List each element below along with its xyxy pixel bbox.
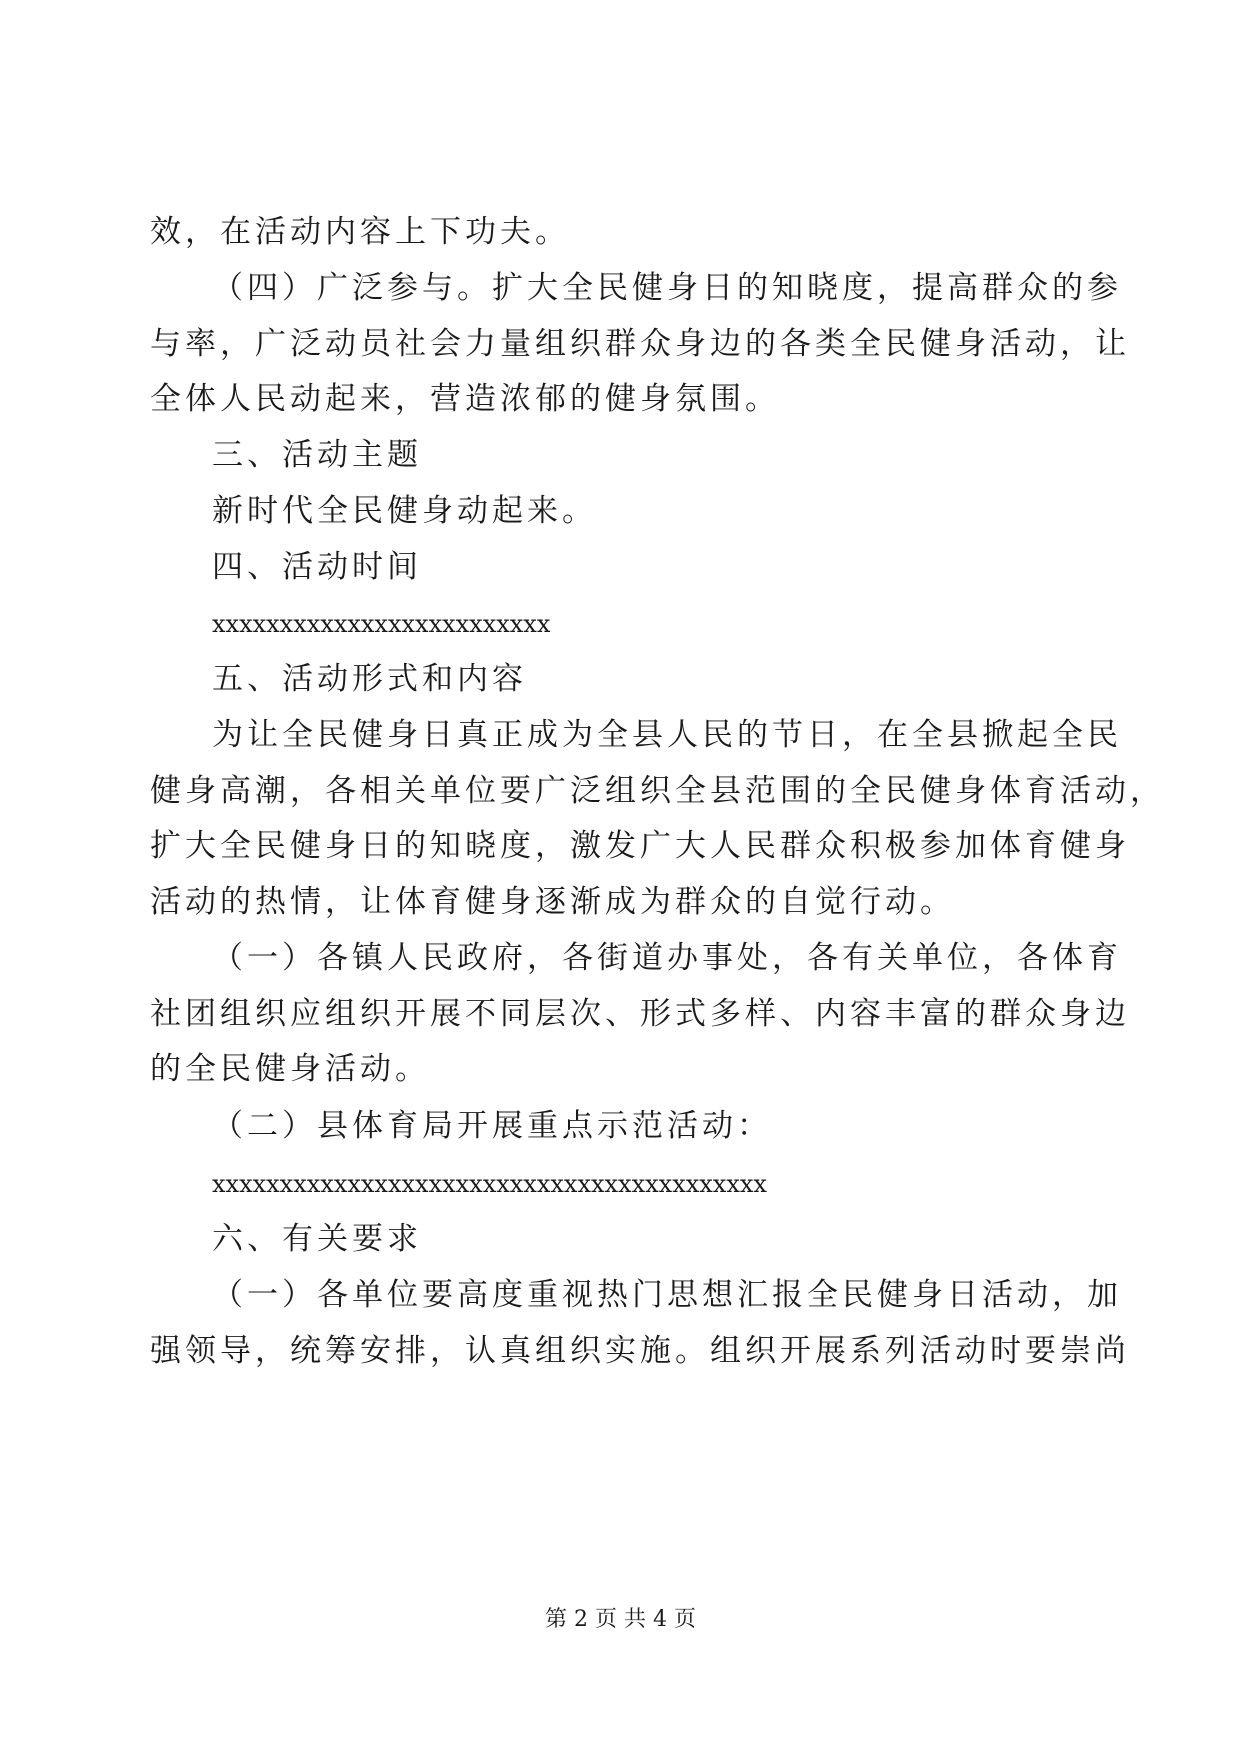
body-line-4: 全体人民动起来，营造浓郁的健身氛围。 (150, 381, 780, 417)
body-line-3: 与率，广泛动员社会力量组织群众身边的各类全民健身活动，让 (150, 326, 1130, 362)
page-footer: 第 2 页 共 4 页 (545, 1607, 696, 1632)
body-line-16: 的全民健身活动。 (150, 1051, 430, 1087)
body-line-1: 效，在活动内容上下功夫。 (150, 214, 570, 250)
body-line-10: 为让全民健身日真正成为全县人民的节日，在全县掀起全民 (212, 717, 1122, 753)
body-line-14: （一）各镇人民政府，各街道办事处，各有关单位，各体育 (212, 940, 1122, 976)
section-heading-4: 四、活动时间 (212, 549, 422, 585)
body-line-2: （四）广泛参与。扩大全民健身日的知晓度，提高群众的参 (212, 270, 1122, 306)
section-heading-3: 三、活动主题 (212, 437, 422, 473)
body-line-20: （一）各单位要高度重视热门思想汇报全民健身日活动，加 (212, 1277, 1122, 1313)
body-line-13: 活动的热情，让体育健身逐渐成为群众的自觉行动。 (150, 884, 955, 920)
body-line-12: 扩大全民健身日的知晓度，激发广大人民群众积极参加体育健身 (150, 828, 1130, 864)
section-heading-5: 五、活动形式和内容 (212, 661, 527, 697)
placeholder-line-time: xxxxxxxxxxxxxxxxxxxxxxxxx (212, 610, 551, 638)
body-line-17: （二）县体育局开展重点示范活动： (212, 1108, 772, 1144)
body-line-15: 社团组织应组织开展不同层次、形式多样、内容丰富的群众身边 (150, 996, 1130, 1032)
body-line-21: 强领导，统筹安排，认真组织实施。组织开展系列活动时要崇尚 (150, 1333, 1130, 1369)
body-line-11: 健身高潮，各相关单位要广泛组织全县范围的全民健身体育活动， (150, 773, 1165, 809)
placeholder-line-activities: xxxxxxxxxxxxxxxxxxxxxxxxxxxxxxxxxxxxxxxxx (212, 1170, 767, 1198)
section-heading-6: 六、有关要求 (212, 1221, 422, 1257)
body-line-6: 新时代全民健身动起来。 (212, 493, 597, 529)
